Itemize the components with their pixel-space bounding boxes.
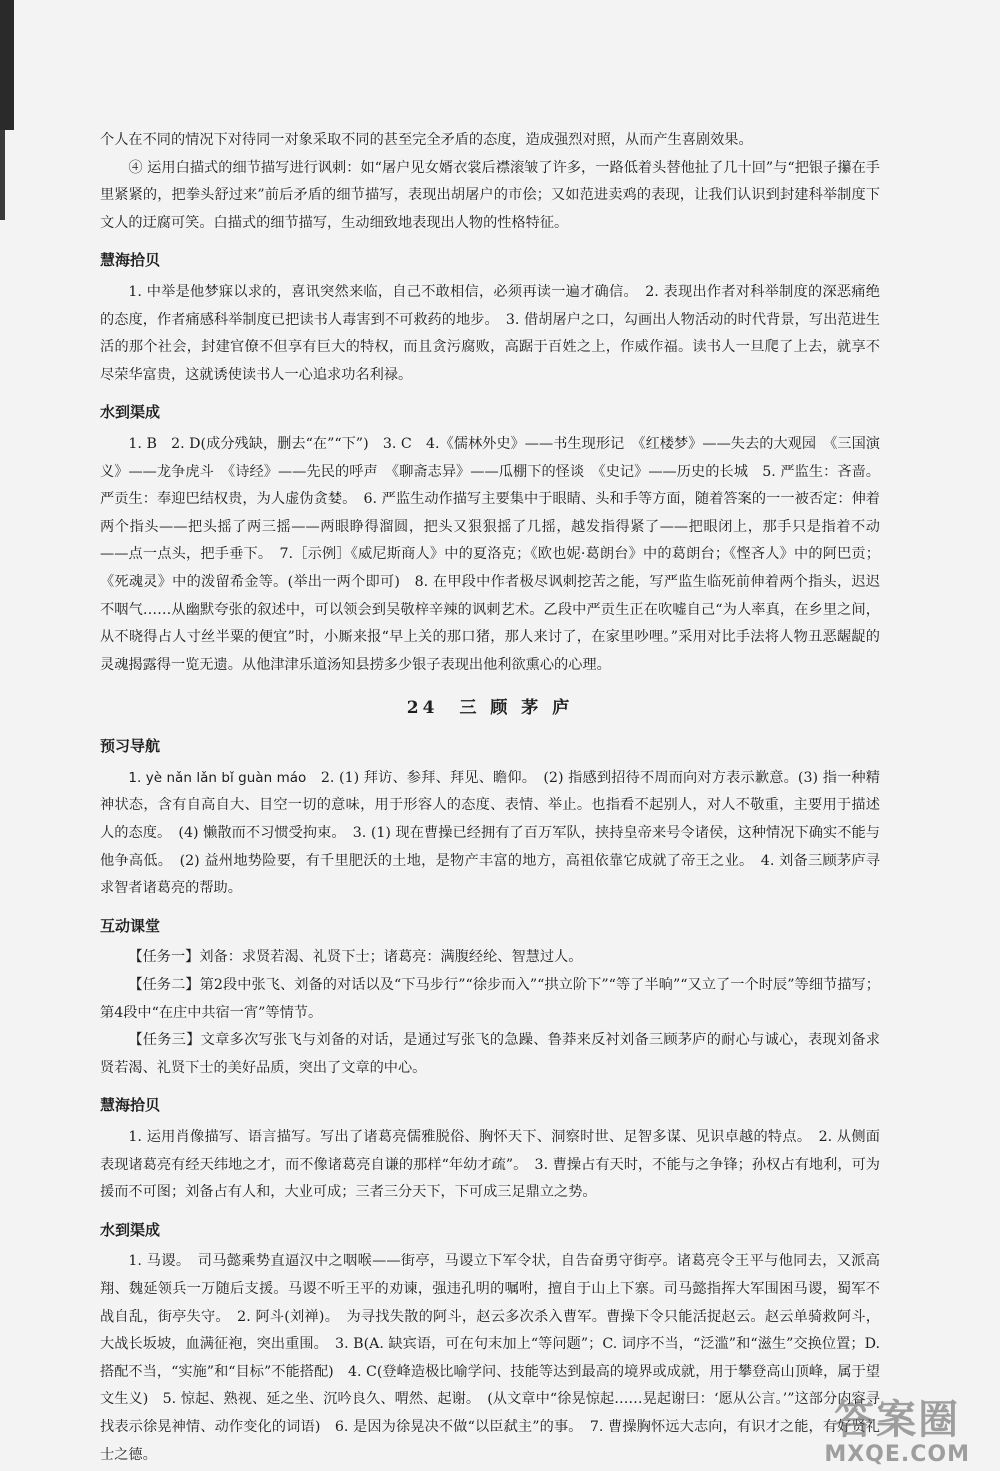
top-paragraph-2: ④ 运用白描式的细节描写进行讽刺：如“屠户见女婿衣裳后襟滚皱了许多，一路低着头替他扯了几十回”与“把银子攥在手里紧紧的，把拳头舒过来”前后矛盾的细节描写，表现出胡屠户的市侩；又如范进卖鸡的表现，让我们认识到封建科举制度下文人的迂腐可笑。白描式的细节描写，生动细致地表现出人物的性格特征。 xyxy=(100,159,880,231)
shuidao-1-answers: 1. B 2. D(成分残缺，删去“在”“下”) 3. C 4.《儒林外史》——书生现形记 《红楼梦》——失去的大观园 《三国演义》——龙争虎斗 《诗经》——先民的呼声 《聊斋志异》——瓜棚下的怪谈 《史记》——历史的长城 5. 严监生：吝啬。严贡生：奉迎巴结权贵，为人虚伪贪婪。 6. 严监生动作描写主要集中于眼睛、头和手等方面，随着答案的一一被否定：伸着两个指头——把头摇了两三摇——两眼睁得溜圆，把头又狠狠摇了几摇，越发指得紧了——把眼闭上，那手只是指着不动——点一点头，把手垂下。 7.［示例］《威尼斯商人》中的夏洛克；《欧也妮·葛朗台》中的葛朗台；《悭吝人》中的阿巴贡；《死魂灵》中的泼留希金等。(举出一两个即可) 8. 在甲段中作者极尽讽刺挖苦之能，写严监生临死前伸着两个指头，迟迟不咽气……从幽默夸张的叙述中，可以领会到吴敬梓辛辣的讽刺艺术。乙段中严贡生正在吹嘘自己“为人率真，在乡里之间，从不晓得占人寸丝半粟的便宜”时，小厮来报“早上关的那口猪，那人来讨了，在家里吵哩。”采用对比手法将人物丑恶龌龊的灵魂揭露得一览无遗。从他津津乐道汤知县捞多少银子表现出他利欲熏心的心理。 xyxy=(100,435,880,673)
watermark-url: MXQE.COM xyxy=(824,1442,970,1467)
section-heading-shuidao-2: 水到渠成 xyxy=(100,1220,161,1239)
huihai-1-answers: 1. 中举是他梦寐以求的，喜讯突然来临，自己不敢相信，必须再读一遍才确信。 2. 表现出作者对科举制度的深恶痛绝的态度，作者痛感科举制度已把读书人毒害到不可救药的地步。 3. 借胡屠户之口，勾画出人物活动的时代背景，写出范进生活的那个社会，封建官僚不但享有巨大的特权，而且贪污腐败，高踞于百姓之上，作威作福。读书人一旦爬了上去，就享不尽荣华富贵，这就诱使读书人一心追求功名利禄。 xyxy=(100,283,880,383)
scan-edge-shadow-lower xyxy=(0,130,5,220)
scan-edge-shadow xyxy=(0,0,14,130)
watermark-logo-text: 答案圈 xyxy=(834,1397,961,1443)
section-heading-yuxi: 预习导航 xyxy=(100,737,161,756)
section-heading-huihai-2: 慧海拾贝 xyxy=(100,1096,161,1115)
task-1: 【任务一】刘备：求贤若渴、礼贤下士；诸葛亮：满腹经纶、智慧过人。 xyxy=(128,949,583,966)
task-3: 【任务三】文章多次写张飞与刘备的对话，是通过写张飞的急躁、鲁莽来反衬刘备三顾茅庐的耐心与诚心，表现刘备求贤若渴、礼贤下士的美好品质，突出了文章的中心。 xyxy=(100,1032,880,1076)
shuidao-2-answers: 1. 马谡。 司马懿乘势直逼汉中之咽喉——街亭，马谡立下军令状，自告奋勇守街亭。诸葛亮令王平与他同去，又派高翔、魏延领兵一万随后支援。马谡不听王平的劝谏，强违孔明的嘱咐，擅自于山上下寨。司马懿指挥大军围困马谡，蜀军不战自乱，街亭失守。 2. 阿斗(刘禅)。 为寻找失散的阿斗，赵云多次杀入曹军。曹操下令只能活捉赵云。赵云单骑救阿斗，大战长坂坡，血满征袍，突出重围。 3. B(A. 缺宾语，可在句末加上“等问题”；C. 词序不当，“泛滥”和“滋生”交换位置；D. 搭配不当，“实施”和“目标”不能搭配) 4. C(登峰造极比喻学问、技能等达到最高的境界或成就，用于攀登高山顶峰，属于望文生义) 5. 惊起、熟视、延之坐、沉吟良久、喟然、起谢。 (从文章中“徐晃惊起……晃起谢曰：‘愿从公言。’”这部分内容寻找表示徐晃神情、动作变化的词语) 6. 是因为徐晃决不做“以臣弑主”的事。 7. 曹操胸怀远大志向，有识才之能，有好贤礼士之德。 xyxy=(100,1253,880,1463)
task-2: 【任务二】第2段中张飞、刘备的对话以及“下马步行”“徐步而入”“拱立阶下”“等了半晌”“又立了一个时辰”等细节描写；第4段中“在庄中共宿一宵”等情节。 xyxy=(100,977,880,1021)
pinyin-answer: 1. yè nǎn lǎn bǐ guàn máo xyxy=(128,769,307,786)
section-heading-hudong: 互动课堂 xyxy=(100,916,161,935)
section-heading-huihai-1: 慧海拾贝 xyxy=(100,251,161,270)
watermark-logo xyxy=(824,1398,970,1467)
huihai-2-answers: 1. 运用肖像描写、语言描写。写出了诸葛亮儒雅脱俗、胸怀天下、洞察时世、足智多谋、见识卓越的特点。 2. 从侧面表现诸葛亮有经天纬地之才，而不像诸葛亮自谦的那样“年幼才疏”。 3. 曹操占有天时，不能与之争锋；孙权占有地利，可为援而不可图；刘备占有人和，大业可成；三者三分天下，下可成三足鼎立之势。 xyxy=(100,1129,880,1201)
page-content xyxy=(100,127,880,1469)
section-heading-shuidao-1: 水到渠成 xyxy=(100,403,161,422)
lesson-title: 24 三 顾 茅 庐 xyxy=(406,698,574,719)
yuxi-answers xyxy=(100,765,880,903)
yuxi-answers-rest: 2. (1) 拜访、参拜、拜见、瞻仰。 (2) 指感到招待不周而向对方表示歉意。(3) 指一种精神状态，含有自高自大、目空一切的意味，用于形容人的态度、表情、举止。也指看不起别人，对人不敬重，主要用于描述人的态度。 (4) 懒散而不习惯受拘束。 3. (1) 现在曹操已经拥有了百万军队，挟持皇帝来号令诸侯，这种情况下确实不能与他争高低。 (2) 益州地势险要，有千里肥沃的土地，是物产丰富的地方，高祖依靠它成就了帝王之业。 4. 刘备三顾茅庐寻求智者诸葛亮的帮助。 xyxy=(100,769,880,897)
top-paragraph-1: 个人在不同的情况下对待同一对象采取不同的甚至完全矛盾的态度，造成强烈对照，从而产生喜剧效果。 xyxy=(100,132,753,148)
